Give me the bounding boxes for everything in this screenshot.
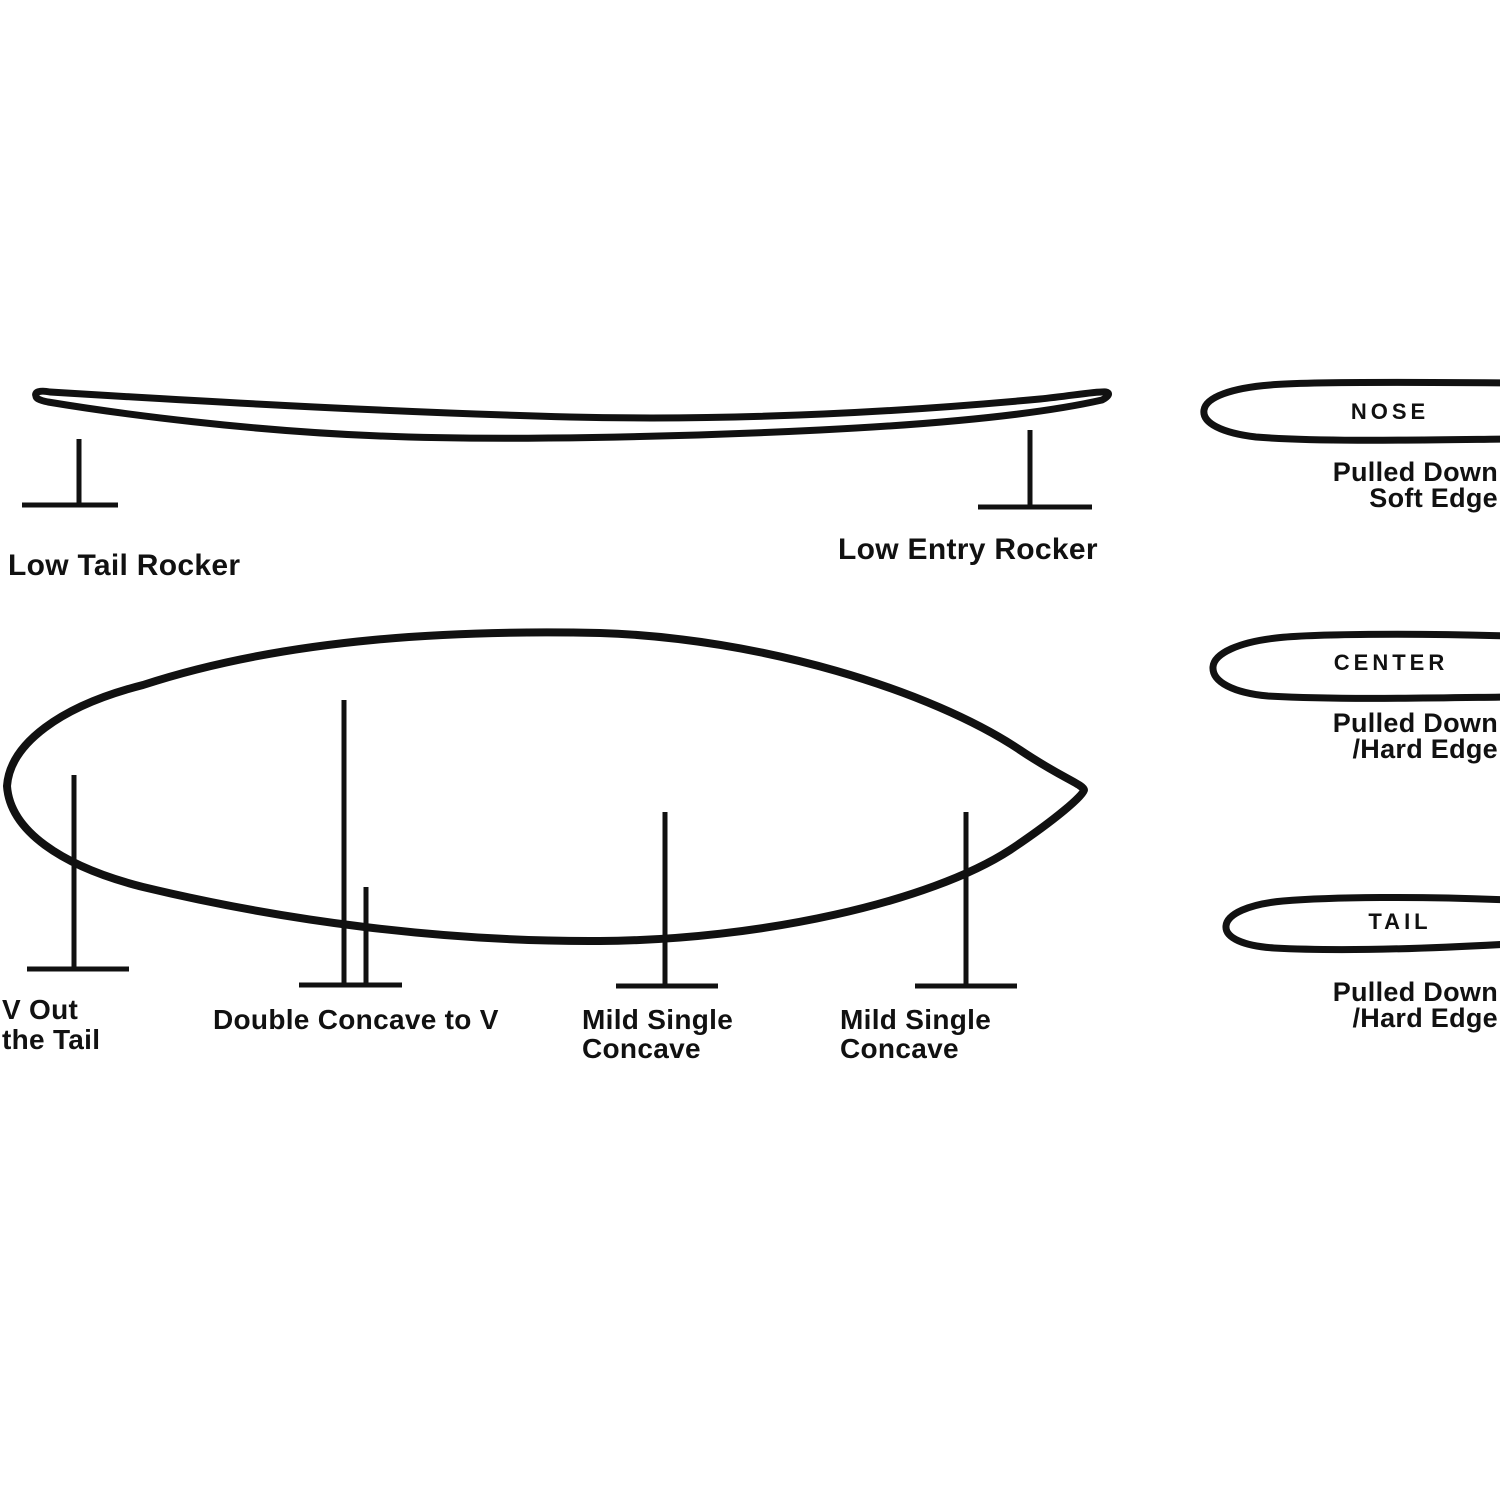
v-out-the-tail-label xyxy=(2,995,100,1055)
entry-rocker-pointer-line xyxy=(978,430,1092,507)
tail-section-desc xyxy=(1333,979,1498,1031)
low-tail-rocker-label: Low Tail Rocker xyxy=(8,549,241,582)
mid-concave-label-line1: Mild Single xyxy=(582,1004,734,1035)
rocker-profile-shape xyxy=(36,391,1109,438)
center-section-title: CENTER xyxy=(1333,650,1449,675)
nose-section-title: NOSE xyxy=(1350,399,1430,424)
nose-section-desc-line1: Pulled Down xyxy=(1332,457,1498,487)
front-concave-label-line2: Concave xyxy=(840,1033,959,1064)
tail-section-desc-line1: Pulled Down xyxy=(1332,977,1498,1007)
v-out-the-tail-label-line1: V Out xyxy=(2,994,79,1025)
double-concave-label: Double Concave to V xyxy=(213,1004,499,1035)
low-entry-rocker-label: Low Entry Rocker xyxy=(838,533,1098,566)
tail-section-title: TAIL xyxy=(1368,909,1432,934)
board-outline-shape xyxy=(7,632,1084,941)
front-concave-label-line1: Mild Single xyxy=(840,1004,992,1035)
center-section-desc xyxy=(1333,710,1498,762)
nose-section-desc xyxy=(1333,459,1498,511)
tail-section-desc-line2: /Hard Edge xyxy=(1352,1003,1498,1033)
center-section-desc-line1: Pulled Down xyxy=(1332,708,1498,738)
front-concave-label xyxy=(840,1005,991,1063)
v-out-the-tail-label-line2: the Tail xyxy=(2,1024,101,1055)
mid-concave-label-line2: Concave xyxy=(582,1033,701,1064)
center-section-desc-line2: /Hard Edge xyxy=(1352,734,1498,764)
nose-section-desc-line2: Soft Edge xyxy=(1369,483,1498,513)
tail-rocker-pointer-line xyxy=(22,439,118,505)
mid-concave-label xyxy=(582,1005,733,1063)
